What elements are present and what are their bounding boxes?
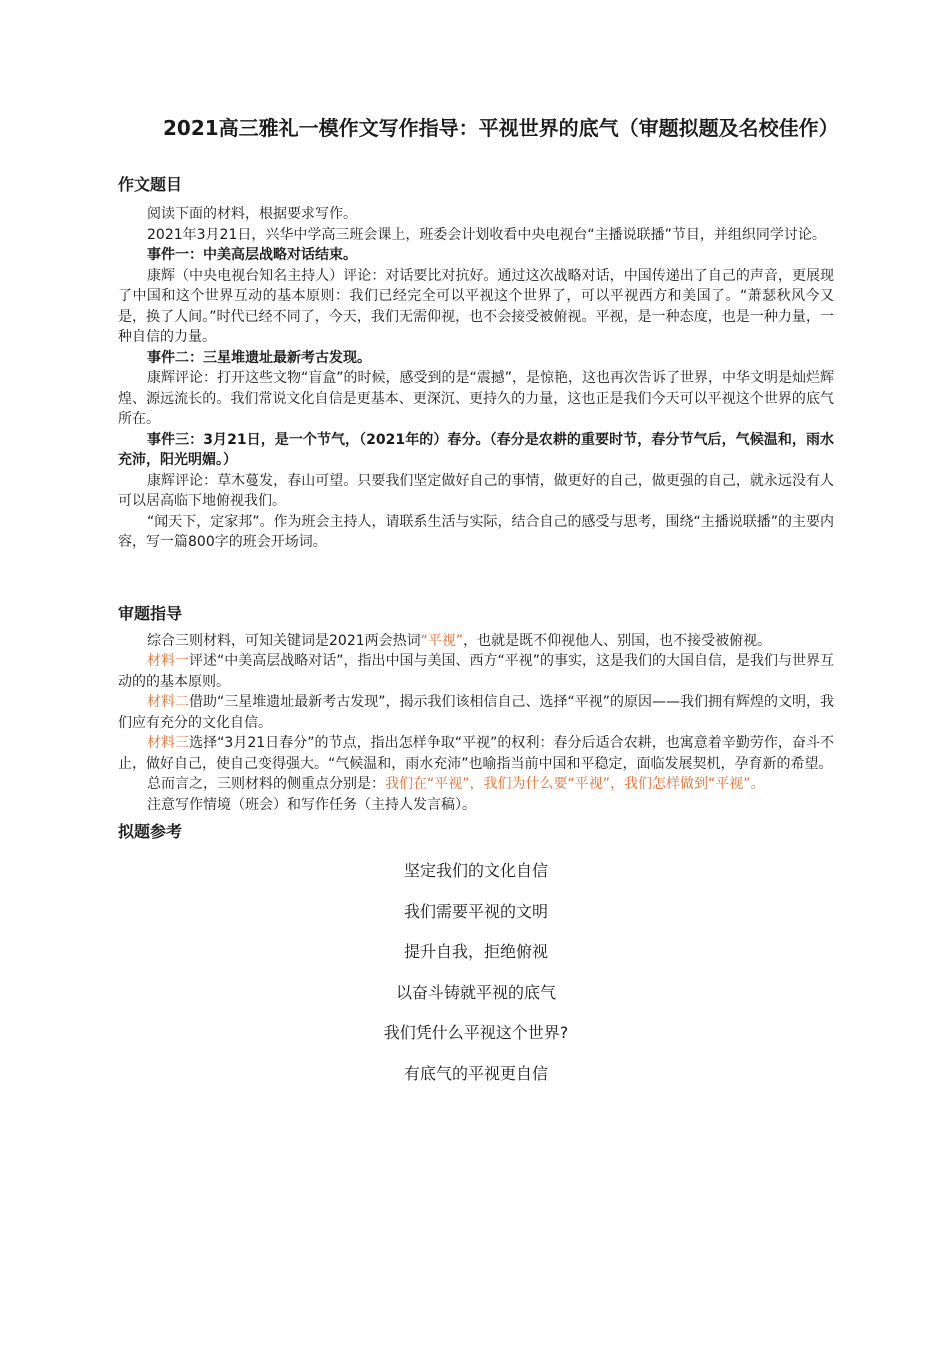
paragraph: 注意写作情境（班会）和写作任务（主持人发言稿）。 [147,796,476,813]
material-label: 材料二 [147,694,189,710]
document-title: 2021高三雅礼一模作文写作指导：平视世界的底气（审题拟题及名校佳作） [163,116,839,140]
paragraph [118,733,834,774]
text: 评述“中美高层战略对话”，指出中国与美国、西方“平视”的事实，这是我们的大国自信，是我们与世界互动的的基本原则。 [118,653,835,690]
event-heading: 事件二：三星堆遗址最新考古发现。 [147,349,371,366]
paragraph: 康辉评论：打开这些文物“盲盒”的时候，感受到的是“震撼”，是惊艳，这也再次告诉了世界，中华文明是灿烂辉煌、源远流长的。我们常说文化自信是更基本、更深沉、更持久的力量，这也正是我们今天可以平视这个世界的底气所在。 [118,370,835,427]
title-suggestion: 我们凭什么平视这个世界? [383,1023,569,1042]
paragraph [118,631,834,652]
text: 选择“3月21日春分”的节点，指出怎样争取“平视”的权利：春分后适合农耕，也寓意着辛勤劳作，奋斗不止，做好自己，使自己变得强大。“气候温和，雨水充沛”也喻指当前中国和平稳定，面临发展契机，孕育新的希望。 [118,735,834,772]
material-label: 材料一 [147,653,189,669]
section-heading-titles: 拟题参考 [118,822,183,841]
document-page [118,108,839,1084]
keyword-highlight: “平视” [420,632,464,649]
title-suggestion: 有底气的平视更自信 [403,1063,548,1083]
section-heading-guidance: 审题指导 [118,603,183,623]
paragraph: 阅读下面的材料，根据要求写作。 [147,206,357,222]
text: 总而言之，三则材料的侧重点分别是： [147,776,385,792]
text: 借助“三星堆遗址最新考古发现”，揭示我们该相信自己、选择“平视”的原因——我们拥有辉煌的文明，我们应有充分的文化自信。 [118,694,835,731]
text: 综合三则材料，可知关键词是2021两会热词 [147,632,421,649]
material-label: 材料三 [147,735,190,751]
paragraph: 康辉评论：草木蔓发，春山可望。只要我们坚定做好自己的事情，做更好的自己，做更强的自己，就永远没有人可以居高临下地俯视我们。 [118,472,834,509]
title-suggestion: 提升自我，拒绝俯视 [403,942,548,961]
text: ，也就是既不仰视他人、别国，也不接受被俯视。 [463,632,772,649]
title-suggestion: 以奋斗铸就平视的底气 [395,982,556,1002]
paragraph: “闻天下，定家邦”。作为班会主持人，请联系生活与实际，结合自己的感受与思考，围绕“主播说联播”的主要内容，写一篇800字的班会开场词。 [118,513,835,550]
paragraph: 2021年3月21日，兴华中学高三班会课上，班委会计划收看中央电视台“主播说联播”节目，并组织同学讨论。 [147,226,826,243]
paragraph [118,692,834,733]
paragraph [118,651,834,692]
event-heading: 事件三：3月21日，是一个节气，（2021年的）春分。（春分是农耕的重要时节，春分节气后，气候温和，雨水充沛，阳光明媚。） [118,431,834,468]
paragraph [118,774,834,795]
event-heading: 事件一：中美高层战略对话结束。 [147,247,357,263]
paragraph: 康辉（中央电视台知名主持人）评论：对话要比对抗好。通过这次战略对话，中国传递出了自己的声音，更展现了中国和这个世界互动的基本原则：我们已经完全可以平视这个世界了，可以平视西方和美国了。“萧瑟秋风今又是，换了人间。”时代已经不同了，今天，我们无需仰视，也不会接受被俯视。平视，是一种态度，也是一种力量，一种自信的力量。 [118,267,834,345]
prompt-body [118,204,834,553]
summary-highlight: 我们在“平视”，我们为什么要“平视”，我们怎样做到“平视”。 [385,776,765,792]
section-heading-prompt: 作文题目 [118,175,183,194]
title-suggestion: 我们需要平视的文明 [403,901,548,921]
title-suggestions [118,861,834,1084]
title-suggestion: 坚定我们的文化自信 [403,861,548,880]
guidance-body [118,631,834,816]
